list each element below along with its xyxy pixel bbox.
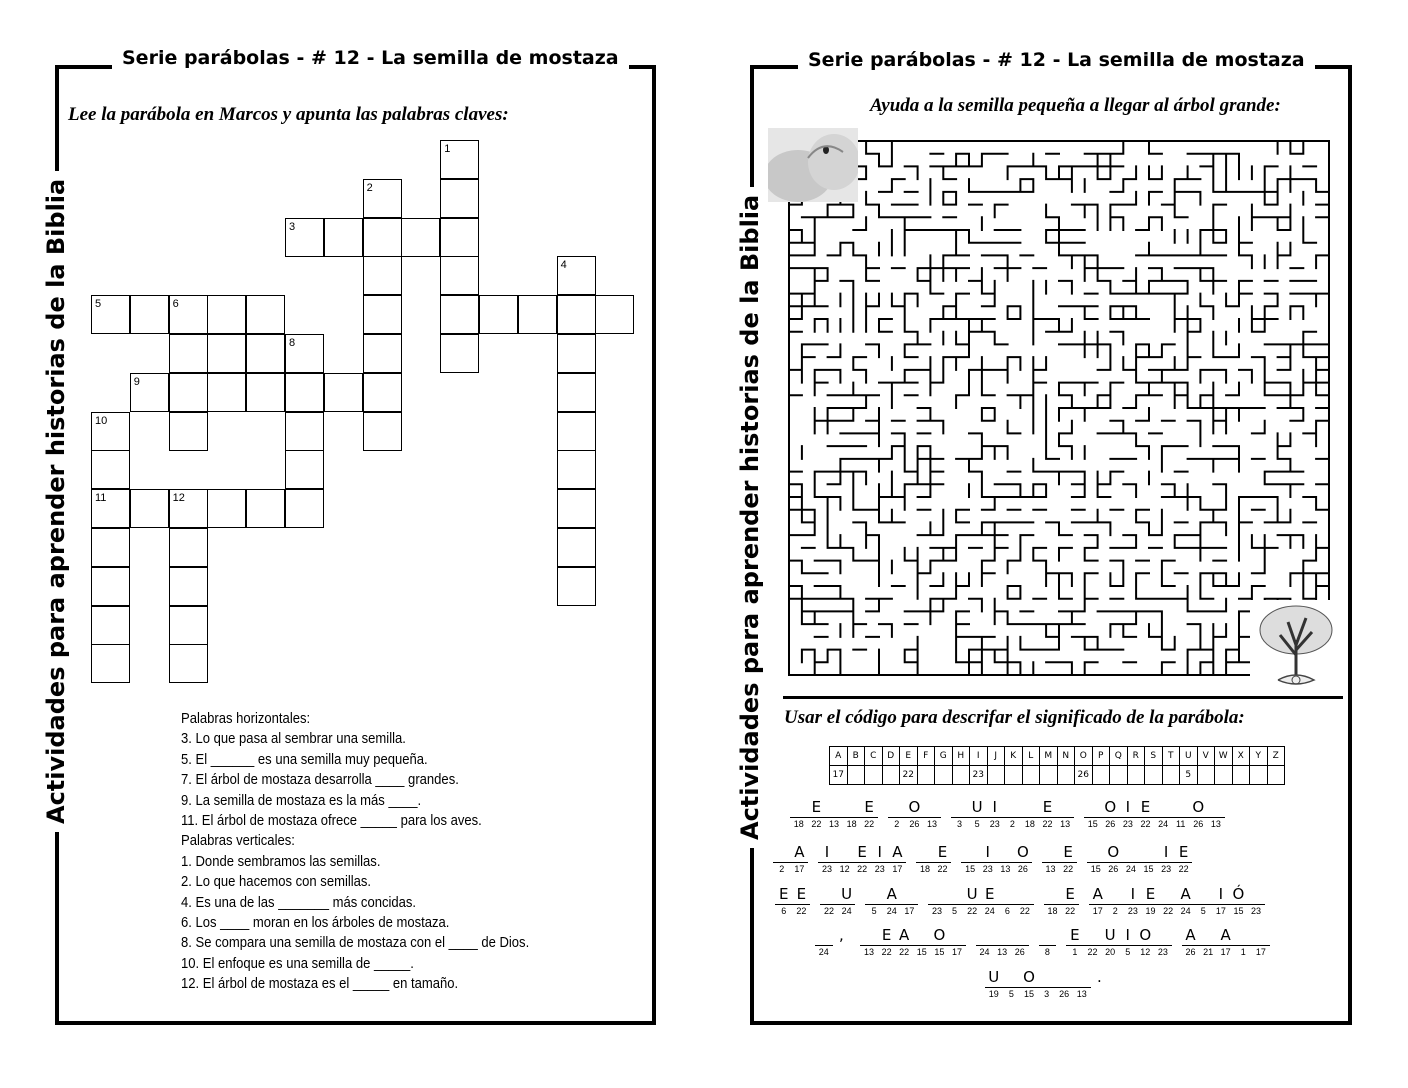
code-letter-slot[interactable]: I 23: [1157, 843, 1175, 875]
code-letter-slot[interactable]: 18: [790, 798, 808, 830]
code-letter-slot[interactable]: I 23: [871, 843, 889, 875]
page-header: Serie parábolas - # 12 - La semilla de mostaza: [798, 49, 1315, 71]
crossword-cell[interactable]: [557, 412, 596, 451]
code-line: [985, 968, 1108, 1000]
code-letter-slot[interactable]: 17: [948, 926, 966, 958]
alphabet-code[interactable]: [1092, 766, 1110, 785]
code-letter-slot[interactable]: 18: [916, 843, 934, 875]
crossword-cell[interactable]: [285, 489, 324, 528]
alphabet-letter: L: [1022, 747, 1040, 766]
code-letter-slot[interactable]: Ó 15: [1230, 885, 1248, 917]
code-letter-slot[interactable]: A 17: [889, 843, 907, 875]
code-letter-slot[interactable]: A 22: [895, 926, 913, 958]
crossword-cell-5[interactable]: 5: [91, 295, 130, 334]
code-letter-slot[interactable]: A 17: [1217, 926, 1235, 958]
code-letter-slot[interactable]: 5: [1194, 885, 1212, 917]
crossword-cell-11[interactable]: 11: [91, 489, 130, 528]
code-letter-slot[interactable]: 2: [1107, 885, 1125, 917]
code-letter-slot[interactable]: O 26: [1189, 798, 1207, 830]
code-letter-slot[interactable]: A 17: [791, 843, 809, 875]
crossword-cell[interactable]: [518, 295, 557, 334]
crossword-cell[interactable]: [91, 450, 130, 489]
alphabet-code[interactable]: 17: [830, 766, 848, 785]
code-line: [790, 798, 1225, 830]
code-letter-slot[interactable]: I 17: [1212, 885, 1230, 917]
crossword-cell[interactable]: [557, 567, 596, 606]
alphabet-letter: I: [970, 747, 988, 766]
code-letter-slot[interactable]: 23: [1154, 926, 1172, 958]
crossword-cell[interactable]: [440, 256, 479, 295]
code-letter-slot[interactable]: E 22: [1137, 798, 1155, 830]
code-letter-slot[interactable]: O 15: [931, 926, 949, 958]
code-letter-slot[interactable]: E 22: [808, 798, 826, 830]
crossword-cell[interactable]: [246, 334, 285, 373]
crossword-cell[interactable]: [246, 373, 285, 412]
code-letter-slot[interactable]: 23: [928, 885, 946, 917]
alphabet-letter: V: [1197, 747, 1215, 766]
down-title: Palabras verticales:: [181, 833, 295, 850]
code-letter-slot[interactable]: O 26: [906, 798, 924, 830]
crossword-cell[interactable]: [363, 295, 402, 334]
code-letter-slot[interactable]: 13: [1207, 798, 1225, 830]
code-letter-slot[interactable]: 2: [773, 843, 791, 875]
code-letter-slot[interactable]: 2: [1004, 798, 1022, 830]
crossword-cell[interactable]: [285, 412, 324, 451]
clue-down-10: 10. El enfoque es una semilla de _____.: [181, 955, 414, 972]
code-letter-slot[interactable]: 22: [1016, 885, 1034, 917]
code-letter-slot[interactable]: O 26: [1014, 843, 1032, 875]
code-letter-slot[interactable]: A 24: [1177, 885, 1195, 917]
code-letter-slot[interactable]: 24: [1122, 843, 1140, 875]
alphabet-letter: H: [952, 747, 970, 766]
code-letter-slot[interactable]: 18: [1021, 798, 1039, 830]
code-letter-slot[interactable]: 8: [1039, 926, 1057, 958]
code-letter-slot[interactable]: E 22: [853, 843, 871, 875]
code-letter-slot[interactable]: E 22: [1175, 843, 1193, 875]
code-letter-slot[interactable]: 17: [901, 885, 919, 917]
punctuation: ,: [839, 926, 844, 944]
crossword-cell[interactable]: [91, 567, 130, 606]
code-letter-slot[interactable]: 13: [993, 926, 1011, 958]
code-letter-slot[interactable]: I 23: [818, 843, 836, 875]
crossword-cell[interactable]: [363, 412, 402, 451]
code-letter-slot[interactable]: A 24: [883, 885, 901, 917]
crossword-cell[interactable]: [479, 295, 518, 334]
code-letter-slot[interactable]: A 26: [1182, 926, 1200, 958]
clue-down-2: 2. Lo que hacemos con semillas.: [181, 874, 372, 891]
code-letter-slot[interactable]: 12: [836, 843, 854, 875]
code-letter-slot[interactable]: U 19: [985, 968, 1003, 1000]
code-letter-slot[interactable]: 18: [843, 798, 861, 830]
crossword-cell-2[interactable]: 2: [363, 179, 402, 218]
alphabet-letter: A: [830, 747, 848, 766]
code-letter-slot[interactable]: E 1: [1066, 926, 1084, 958]
alphabet-code[interactable]: [1005, 766, 1023, 785]
crossword-cell-3[interactable]: 3: [285, 218, 324, 257]
code-letter-slot[interactable]: I 23: [1119, 798, 1137, 830]
alphabet-code[interactable]: 23: [970, 766, 988, 785]
alphabet-code[interactable]: 26: [1075, 766, 1093, 785]
code-letter-slot[interactable]: U 20: [1101, 926, 1119, 958]
alphabet-letter: D: [882, 747, 900, 766]
clue-down-4: 4. Es una de las _______ más concidas.: [181, 894, 417, 911]
code-letter-slot[interactable]: 24: [815, 926, 833, 958]
code-letter-slot[interactable]: 22: [1084, 926, 1102, 958]
code-letter-slot[interactable]: E 22: [1059, 843, 1077, 875]
code-letter-slot[interactable]: 13: [923, 798, 941, 830]
crossword-cell[interactable]: [440, 218, 479, 257]
code-letter-slot[interactable]: 18: [1044, 885, 1062, 917]
alphabet-code[interactable]: [865, 766, 883, 785]
code-line: [815, 926, 1270, 958]
crossword-cell-12[interactable]: 12: [169, 489, 208, 528]
alphabet-letter: U: [1180, 747, 1198, 766]
alphabet-code[interactable]: [1040, 766, 1058, 785]
code-letter-slot[interactable]: O 26: [1105, 843, 1123, 875]
alphabet-letter: M: [1040, 747, 1058, 766]
code-letter-slot[interactable]: 5: [946, 885, 964, 917]
alphabet-code[interactable]: 5: [1180, 766, 1198, 785]
code-letter-slot[interactable]: 13: [825, 798, 843, 830]
crossword-cell[interactable]: [169, 606, 208, 645]
code-letter-slot[interactable]: 6: [999, 885, 1017, 917]
crossword-cell[interactable]: [401, 218, 440, 257]
alphabet-letter: Y: [1250, 747, 1268, 766]
clue-across-11: 11. El árbol de mostaza ofrece _____ para los aves.: [181, 813, 482, 830]
code-letter-slot[interactable]: 1: [1234, 926, 1252, 958]
crossword-cell[interactable]: [130, 295, 169, 334]
crossword-cell[interactable]: [557, 489, 596, 528]
clue-across-7: 7. El árbol de mostaza desarrolla ____ grandes.: [181, 772, 459, 789]
code-letter-slot[interactable]: I 23: [979, 843, 997, 875]
alphabet-code[interactable]: [882, 766, 900, 785]
clue-down-8: 8. Se compara una semilla de mostaza con el ____ de Dios.: [181, 935, 530, 952]
crossword-cell[interactable]: [169, 412, 208, 451]
crossword-cell[interactable]: [130, 489, 169, 528]
code-letter-slot[interactable]: E 24: [981, 885, 999, 917]
crossword-cell[interactable]: [557, 295, 596, 334]
crossword-cell[interactable]: [324, 218, 363, 257]
across-title: Palabras horizontales:: [181, 711, 311, 727]
code-letter-slot[interactable]: E 22: [878, 926, 896, 958]
code-letter-slot[interactable]: U 22: [963, 885, 981, 917]
alphabet-letter: T: [1162, 747, 1180, 766]
crossword-cell[interactable]: [207, 334, 246, 373]
crossword-cell-9[interactable]: 9: [130, 373, 169, 412]
code-letter-slot[interactable]: 17: [1252, 926, 1270, 958]
code-letter-slot[interactable]: O 15: [1020, 968, 1038, 1000]
code-letter-slot[interactable]: 5: [1003, 968, 1021, 1000]
crossword-cell[interactable]: [557, 334, 596, 373]
crossword-cell[interactable]: [363, 373, 402, 412]
code-letter-slot[interactable]: 15: [913, 926, 931, 958]
crossword-cell[interactable]: [440, 179, 479, 218]
crossword-cell[interactable]: [440, 334, 479, 373]
code-letter-slot[interactable]: 15: [1084, 798, 1102, 830]
crossword-cell[interactable]: [169, 644, 208, 683]
code-table: [829, 746, 1285, 785]
code-letter-slot[interactable]: 13: [860, 926, 878, 958]
code-letter-slot[interactable]: A 17: [1089, 885, 1107, 917]
maze-instruction: Ayuda a la semilla pequeña a llegar al árbol grande:: [870, 95, 1281, 116]
alphabet-letter: B: [847, 747, 865, 766]
code-letter-slot[interactable]: 22: [1159, 885, 1177, 917]
alphabet-letter: K: [1005, 747, 1023, 766]
code-letter-slot[interactable]: E 22: [860, 798, 878, 830]
clue-across-9: 9. La semilla de mostaza es la más ____.: [181, 792, 422, 809]
crossword-cell[interactable]: [246, 295, 285, 334]
maze-walls: [789, 141, 1329, 675]
code-letter-slot[interactable]: I 23: [986, 798, 1004, 830]
alphabet-code[interactable]: [1110, 766, 1128, 785]
alphabet-letter: R: [1127, 747, 1145, 766]
crossword-cell[interactable]: [91, 644, 130, 683]
code-line: [773, 843, 1192, 875]
code-letter-slot[interactable]: 24: [976, 926, 994, 958]
alphabet-code[interactable]: [952, 766, 970, 785]
alphabet-code[interactable]: [987, 766, 1005, 785]
crossword-cell[interactable]: [285, 450, 324, 489]
crossword-instruction: Lee la parábola en Marcos y apunta las palabras claves:: [68, 104, 509, 125]
crossword-cell-1[interactable]: 1: [440, 140, 479, 179]
alphabet-letter: X: [1232, 747, 1250, 766]
crossword-cell[interactable]: [557, 450, 596, 489]
alphabet-letter: Q: [1110, 747, 1128, 766]
alphabet-code[interactable]: [1197, 766, 1215, 785]
code-letter-slot[interactable]: 21: [1199, 926, 1217, 958]
code-letter-slot[interactable]: E 22: [1039, 798, 1057, 830]
crossword-cell[interactable]: [169, 528, 208, 567]
code-letter-slot[interactable]: I 23: [1124, 885, 1142, 917]
code-letter-slot[interactable]: 3: [951, 798, 969, 830]
alphabet-code[interactable]: [1022, 766, 1040, 785]
crossword-cell-8[interactable]: 8: [285, 334, 324, 373]
code-letter-slot[interactable]: 15: [1087, 843, 1105, 875]
alphabet-code[interactable]: [1145, 766, 1163, 785]
maze[interactable]: [788, 140, 1330, 676]
code-letter-slot[interactable]: 15: [961, 843, 979, 875]
code-letter-slot[interactable]: O 12: [1137, 926, 1155, 958]
crossword-cell[interactable]: [207, 489, 246, 528]
crossword-cell[interactable]: [91, 606, 130, 645]
alphabet-letter: C: [865, 747, 883, 766]
code-letter-slot[interactable]: 15: [1140, 843, 1158, 875]
crossword-cell[interactable]: [324, 373, 363, 412]
alphabet-letter: P: [1092, 747, 1110, 766]
code-line: [775, 885, 1265, 917]
alphabet-code[interactable]: [1057, 766, 1075, 785]
code-letter-slot[interactable]: 3: [1038, 968, 1056, 1000]
clue-down-6: 6. Los ____ moran en los árboles de mostaza.: [181, 915, 450, 932]
alphabet-letter: F: [917, 747, 935, 766]
code-letter-slot[interactable]: 5: [865, 885, 883, 917]
code-letter-slot[interactable]: 24: [1154, 798, 1172, 830]
crossword-cell[interactable]: [557, 373, 596, 412]
clue-down-1: 1. Donde sembramos las semillas.: [181, 853, 381, 870]
alphabet-code[interactable]: [1127, 766, 1145, 785]
code-letter-slot[interactable]: E 22: [934, 843, 952, 875]
code-letter-slot[interactable]: 13: [997, 843, 1015, 875]
crossword-cell-4[interactable]: 4: [557, 256, 596, 295]
code-letter-slot[interactable]: U 5: [968, 798, 986, 830]
code-letter-slot[interactable]: E 6: [775, 885, 793, 917]
code-letter-slot[interactable]: 2: [888, 798, 906, 830]
alphabet-letter: J: [987, 747, 1005, 766]
crossword-cell[interactable]: [169, 567, 208, 606]
alphabet-letter: S: [1145, 747, 1163, 766]
crossword-cell[interactable]: [595, 295, 634, 334]
crossword-cell[interactable]: [440, 295, 479, 334]
alphabet-code[interactable]: [1232, 766, 1250, 785]
clue-across-5: 5. El ______ es una semilla muy pequeña.: [181, 751, 428, 768]
alphabet-letter: Z: [1267, 747, 1285, 766]
alphabet-code[interactable]: [1250, 766, 1268, 785]
crossword-cell[interactable]: [207, 373, 246, 412]
crossword-cell[interactable]: [363, 334, 402, 373]
code-letter-slot[interactable]: 13: [1056, 798, 1074, 830]
crossword-cell[interactable]: [169, 373, 208, 412]
crossword-cell[interactable]: [363, 256, 402, 295]
alphabet-letter: G: [935, 747, 953, 766]
side-title: Actividades para aprender historias de la Biblia: [736, 187, 764, 848]
crossword-cell[interactable]: [557, 528, 596, 567]
clue-down-12: 12. El árbol de mostaza es el _____ en tamaño.: [181, 976, 459, 993]
crossword-cell[interactable]: [169, 334, 208, 373]
punctuation: .: [1096, 968, 1102, 986]
alphabet-code[interactable]: [1162, 766, 1180, 785]
code-letter-slot[interactable]: 26: [1055, 968, 1073, 1000]
code-letter-slot[interactable]: E 19: [1142, 885, 1160, 917]
crossword-cell[interactable]: [363, 218, 402, 257]
crossword-cell[interactable]: [91, 528, 130, 567]
crossword-cell-6[interactable]: 6: [169, 295, 208, 334]
alphabet-code[interactable]: [847, 766, 865, 785]
code-letter-slot[interactable]: U 24: [838, 885, 856, 917]
alphabet-code[interactable]: 22: [900, 766, 918, 785]
code-letter-slot[interactable]: 11: [1172, 798, 1190, 830]
crossword-cell[interactable]: [285, 373, 324, 412]
crossword-cell[interactable]: [207, 295, 246, 334]
code-letter-slot[interactable]: 22: [820, 885, 838, 917]
alphabet-code[interactable]: [1215, 766, 1233, 785]
code-letter-slot[interactable]: E 22: [793, 885, 811, 917]
code-letter-slot[interactable]: I 5: [1119, 926, 1137, 958]
code-letter-slot[interactable]: E 22: [1061, 885, 1079, 917]
code-letter-slot[interactable]: 23: [1247, 885, 1265, 917]
code-letter-slot[interactable]: O 26: [1102, 798, 1120, 830]
alphabet-code[interactable]: [1267, 766, 1285, 785]
crossword-cell-10[interactable]: 10: [91, 412, 130, 451]
alphabet-letter: O: [1075, 747, 1093, 766]
code-instruction: Usar el código para descrifar el significado de la parábola:: [784, 707, 1245, 728]
section-divider: [783, 696, 1343, 699]
alphabet-code[interactable]: [935, 766, 953, 785]
tree-picture: [1250, 600, 1342, 690]
page-header: Serie parábolas - # 12 - La semilla de mostaza: [112, 47, 629, 69]
alphabet-letter: N: [1057, 747, 1075, 766]
code-letter-slot[interactable]: 26: [1011, 926, 1029, 958]
side-title: Actividades para aprender historias de la Biblia: [42, 171, 70, 832]
alphabet-letter: W: [1215, 747, 1233, 766]
alphabet-code[interactable]: [917, 766, 935, 785]
clue-across-3: 3. Lo que pasa al sembrar una semilla.: [181, 731, 406, 748]
code-letter-slot[interactable]: 13: [1073, 968, 1091, 1000]
seed-picture: [768, 128, 858, 202]
code-letter-slot[interactable]: 13: [1042, 843, 1060, 875]
alphabet-letter: E: [900, 747, 918, 766]
crossword-cell[interactable]: [246, 489, 285, 528]
crossword-clues: [181, 709, 529, 995]
